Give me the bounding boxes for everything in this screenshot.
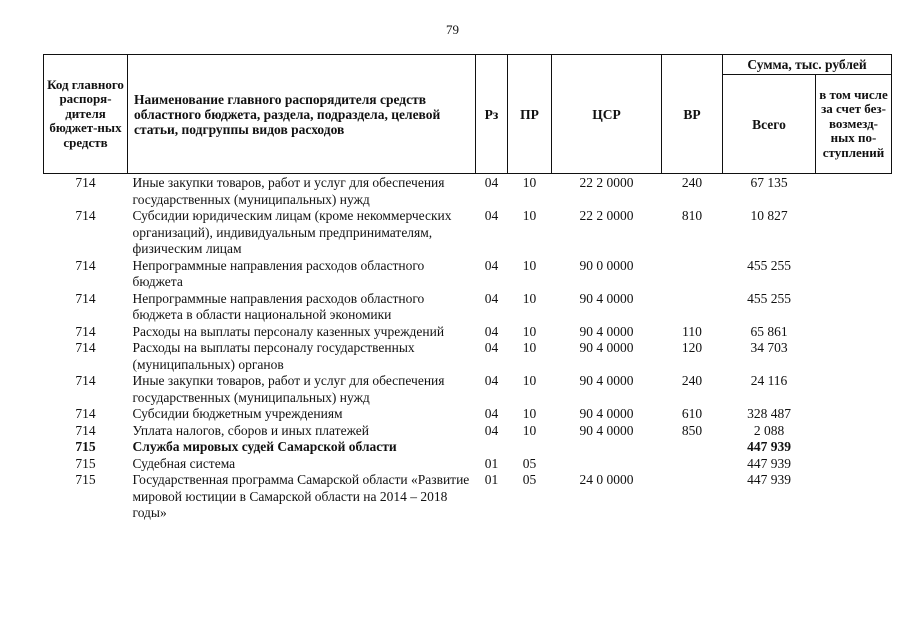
cell-csr <box>552 456 662 473</box>
cell-code: 714 <box>75 340 96 355</box>
table-row <box>44 373 892 406</box>
cell-vr <box>662 439 723 456</box>
cell-vr <box>662 456 723 473</box>
cell-total: 455 255 <box>747 290 791 306</box>
cell-total: 447 939 <box>747 472 791 487</box>
cell-grants <box>816 423 892 440</box>
cell-name: Расходы на выплаты персоналу государственных (муниципальных) органов <box>132 340 415 372</box>
cell-csr: 90 4 0000 <box>579 406 634 421</box>
cell-rz: 01 <box>484 472 499 487</box>
cell-vr <box>662 258 723 291</box>
cell-name: Субсидии юридическим лицам (кроме некоммерческих организаций), индивидуальным предпринимателям, физическим лицам <box>132 208 452 256</box>
cell-grants <box>816 456 892 473</box>
cell-rz <box>476 439 508 456</box>
cell-total: 24 116 <box>750 373 788 388</box>
cell-code: 714 <box>75 257 96 273</box>
cell-grants <box>816 373 892 406</box>
cell-vr <box>662 472 723 522</box>
cell-name: Государственная программа Самарской области «Развитие мировой юстиции в Самарской области на 2014 – 2018 годы» <box>132 472 470 520</box>
cell-total: 447 939 <box>747 439 791 454</box>
cell-rz: 04 <box>484 406 499 421</box>
cell-total: 2 088 <box>753 422 785 438</box>
cell-pr <box>508 439 552 456</box>
cell-name: Судебная система <box>132 455 236 471</box>
cell-pr: 05 <box>522 472 537 487</box>
cell-rz: 04 <box>484 257 499 273</box>
cell-csr: 90 4 0000 <box>579 373 634 388</box>
cell-vr: 810 <box>681 208 703 223</box>
cell-name: Субсидии бюджетным учреждениям <box>132 406 343 421</box>
cell-csr: 22 2 0000 <box>579 175 634 190</box>
cell-name: Иные закупки товаров, работ и услуг для обеспечения государственных (муниципальных) нужд <box>132 175 445 207</box>
cell-total: 34 703 <box>750 340 788 355</box>
cell-pr: 10 <box>522 323 537 339</box>
table-row <box>44 291 892 324</box>
cell-vr: 120 <box>681 340 703 355</box>
budget-table <box>43 54 892 522</box>
cell-vr: 240 <box>681 175 703 190</box>
header-name: Наименование главного распорядителя средств областного бюджета, раздела, подраздела, целевой статьи, подгруппы видов расходов <box>128 55 476 174</box>
cell-rz: 04 <box>484 290 499 306</box>
cell-code: 714 <box>75 422 96 438</box>
header-code: Код главного распоря-дителя бюджет-ных средств <box>44 55 128 174</box>
cell-csr <box>552 439 662 456</box>
cell-total: 455 255 <box>747 257 791 273</box>
cell-pr: 10 <box>522 422 537 438</box>
cell-vr: 610 <box>681 406 703 421</box>
cell-rz: 04 <box>484 208 499 223</box>
header-grants: в том числе за счет без-возмезд-ных по-ступлений <box>816 75 892 174</box>
cell-grants <box>816 439 892 456</box>
cell-grants <box>816 340 892 373</box>
cell-grants <box>816 258 892 291</box>
cell-grants <box>816 406 892 423</box>
cell-total: 67 135 <box>750 175 788 190</box>
table-row <box>44 423 892 440</box>
cell-code: 714 <box>75 175 96 190</box>
cell-name: Уплата налогов, сборов и иных платежей <box>132 422 369 438</box>
cell-rz: 01 <box>484 455 499 471</box>
cell-name: Иные закупки товаров, работ и услуг для обеспечения государственных (муниципальных) нужд <box>132 373 445 405</box>
cell-vr: 240 <box>681 373 703 388</box>
header-pr: ПР <box>508 55 552 174</box>
cell-csr: 90 4 0000 <box>579 290 634 306</box>
cell-rz: 04 <box>484 422 499 438</box>
cell-vr: 110 <box>682 323 702 339</box>
cell-name: Служба мировых судей Самарской области <box>132 439 397 454</box>
cell-pr: 10 <box>522 340 537 355</box>
table-row <box>44 406 892 423</box>
cell-csr: 24 0 0000 <box>579 472 634 487</box>
cell-pr: 10 <box>522 290 537 306</box>
cell-name: Непрограммные направления расходов областного бюджета в области национальной экономики <box>132 290 425 322</box>
cell-grants <box>816 208 892 258</box>
cell-pr: 10 <box>522 257 537 273</box>
header-vr: ВР <box>662 55 723 174</box>
cell-total: 65 861 <box>750 323 788 339</box>
cell-code: 714 <box>75 373 96 388</box>
header-rz: Рз <box>476 55 508 174</box>
cell-total: 447 939 <box>747 455 791 471</box>
cell-code: 714 <box>75 290 96 306</box>
cell-rz: 04 <box>484 373 499 388</box>
cell-csr: 90 4 0000 <box>579 340 634 355</box>
table-row <box>44 324 892 341</box>
table-row <box>44 340 892 373</box>
cell-pr: 05 <box>522 455 537 471</box>
cell-code: 714 <box>75 323 96 339</box>
cell-pr: 10 <box>522 406 537 421</box>
cell-csr: 90 0 0000 <box>579 257 634 273</box>
page-number: 79 <box>446 22 459 37</box>
table-row <box>44 456 892 473</box>
cell-name: Расходы на выплаты персоналу казенных учреждений <box>132 323 445 339</box>
table-row <box>44 208 892 258</box>
cell-code: 714 <box>75 208 96 223</box>
cell-name: Непрограммные направления расходов областного бюджета <box>132 257 425 289</box>
cell-grants <box>816 291 892 324</box>
cell-grants <box>816 472 892 522</box>
cell-grants <box>816 174 892 209</box>
cell-rz: 04 <box>484 175 499 190</box>
cell-vr: 850 <box>681 422 703 438</box>
cell-grants <box>816 324 892 341</box>
cell-rz: 04 <box>484 323 499 339</box>
cell-total: 328 487 <box>747 406 791 421</box>
cell-csr: 22 2 0000 <box>579 208 634 223</box>
cell-csr: 90 4 0000 <box>579 422 634 438</box>
table-body <box>44 174 892 522</box>
cell-pr: 10 <box>522 175 537 190</box>
cell-total: 10 827 <box>750 208 788 223</box>
cell-rz: 04 <box>484 340 499 355</box>
table-row <box>44 439 892 456</box>
table-row <box>44 258 892 291</box>
table-row <box>44 472 892 522</box>
table-row <box>44 174 892 209</box>
cell-pr: 10 <box>522 208 537 223</box>
header-sum-group: Сумма, тыс. рублей <box>723 55 892 75</box>
cell-code: 714 <box>75 406 96 421</box>
cell-pr: 10 <box>522 373 537 388</box>
cell-csr: 90 4 0000 <box>579 323 634 339</box>
cell-code: 715 <box>75 439 96 454</box>
header-total: Всего <box>723 75 816 174</box>
cell-code: 715 <box>75 455 96 471</box>
header-csr: ЦСР <box>552 55 662 174</box>
cell-code: 715 <box>75 472 96 487</box>
cell-vr <box>662 291 723 324</box>
